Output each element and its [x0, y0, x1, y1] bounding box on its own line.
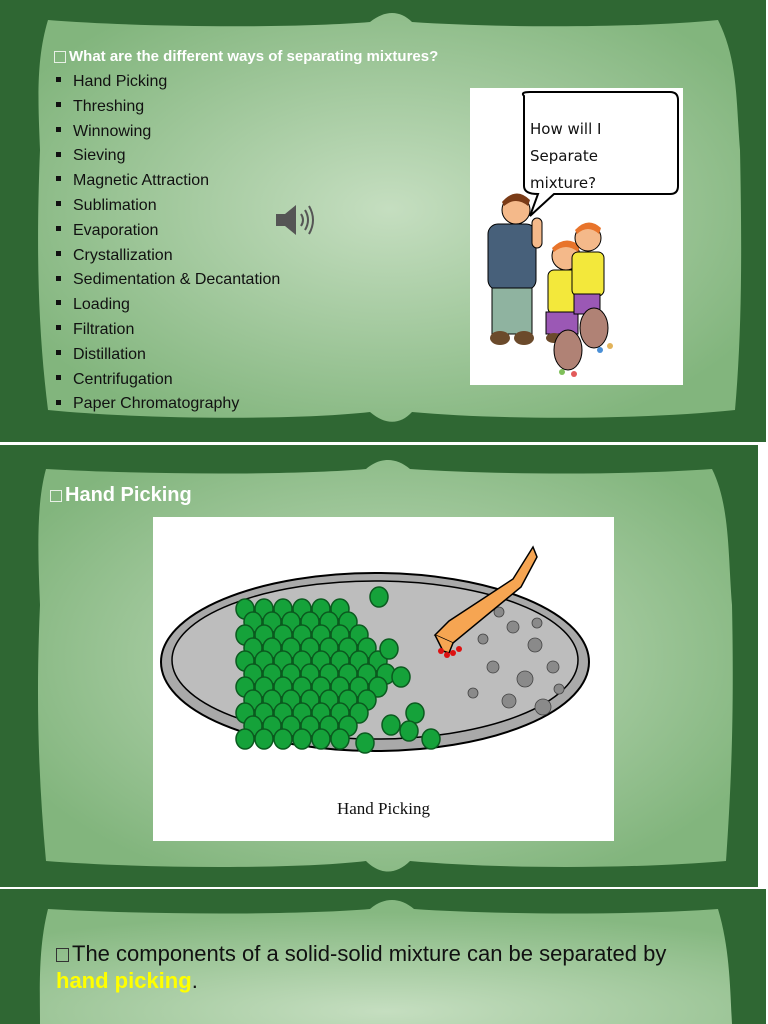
bullet-placeholder-icon: [56, 948, 69, 962]
methods-list: [54, 72, 280, 419]
bullet-placeholder-icon: [54, 51, 66, 63]
list-item: [54, 146, 280, 171]
list-item-text: Hand Picking: [73, 73, 168, 90]
slide-1-title-text: What are the different ways of separating mixtures?: [69, 48, 439, 65]
pea: [255, 729, 273, 749]
pea: [392, 667, 410, 687]
speaker-icon[interactable]: [274, 202, 316, 240]
pea: [370, 587, 388, 607]
list-item-text: Loading: [73, 296, 130, 314]
list-item-text: Sieving: [73, 147, 126, 165]
list-item: [54, 221, 280, 246]
list-item-text: Winnowing: [73, 122, 152, 140]
pea: [406, 703, 424, 723]
slide-3-text-after: .: [191, 968, 198, 993]
bullet-placeholder-icon: [50, 490, 62, 502]
slide-2-title-text: Hand Picking: [65, 484, 192, 506]
list-item-text: Threshing: [73, 97, 145, 115]
slide-1-title: [54, 48, 438, 65]
list-item-text: Sedimentation & Decantation: [73, 271, 281, 289]
slide-1: [0, 0, 766, 442]
list-item-text: Distillation: [73, 345, 146, 363]
speech-line-1: How will I Separate: [530, 120, 602, 165]
list-item-text: Magnetic Attraction: [73, 172, 210, 190]
list-item: [54, 295, 280, 320]
slide-3-text-before: The components of a solid-solid mixture can be separated by: [72, 941, 667, 966]
list-item: [54, 122, 280, 147]
list-item-text: Sublimation: [73, 196, 157, 214]
pea: [236, 729, 254, 749]
speech-bubble-text: [530, 116, 670, 197]
hand-picking-image: [153, 517, 614, 841]
pea: [400, 721, 418, 741]
list-item-text: Evaporation: [73, 221, 159, 239]
pea: [422, 729, 440, 749]
cartoon-image: [470, 88, 683, 385]
pea: [331, 729, 349, 749]
slide-3-text: [56, 940, 696, 994]
list-item: [54, 196, 280, 221]
list-item-text: Crystallization: [73, 246, 173, 264]
pea: [380, 639, 398, 659]
list-item: [54, 345, 280, 370]
list-item: [54, 246, 280, 271]
list-item: [54, 320, 280, 345]
list-item-text: Paper Chromatography: [73, 395, 240, 413]
pea: [312, 729, 330, 749]
list-item: [54, 370, 280, 395]
hand-picking-drawing: [153, 517, 614, 841]
slide-3-highlight: hand picking: [56, 968, 192, 993]
list-item: [54, 171, 280, 196]
list-item: [54, 97, 280, 122]
pea: [382, 715, 400, 735]
image-caption: Hand Picking: [336, 799, 431, 818]
slide-2-title: [50, 484, 192, 507]
list-item: [54, 394, 280, 419]
list-item-text: Centrifugation: [73, 370, 173, 388]
pea: [274, 729, 292, 749]
pea: [356, 733, 374, 753]
list-item: [54, 72, 280, 97]
pea: [293, 729, 311, 749]
list-item: [54, 270, 280, 295]
speech-line-2: mixture?: [530, 174, 597, 192]
list-item-text: Filtration: [73, 320, 135, 338]
